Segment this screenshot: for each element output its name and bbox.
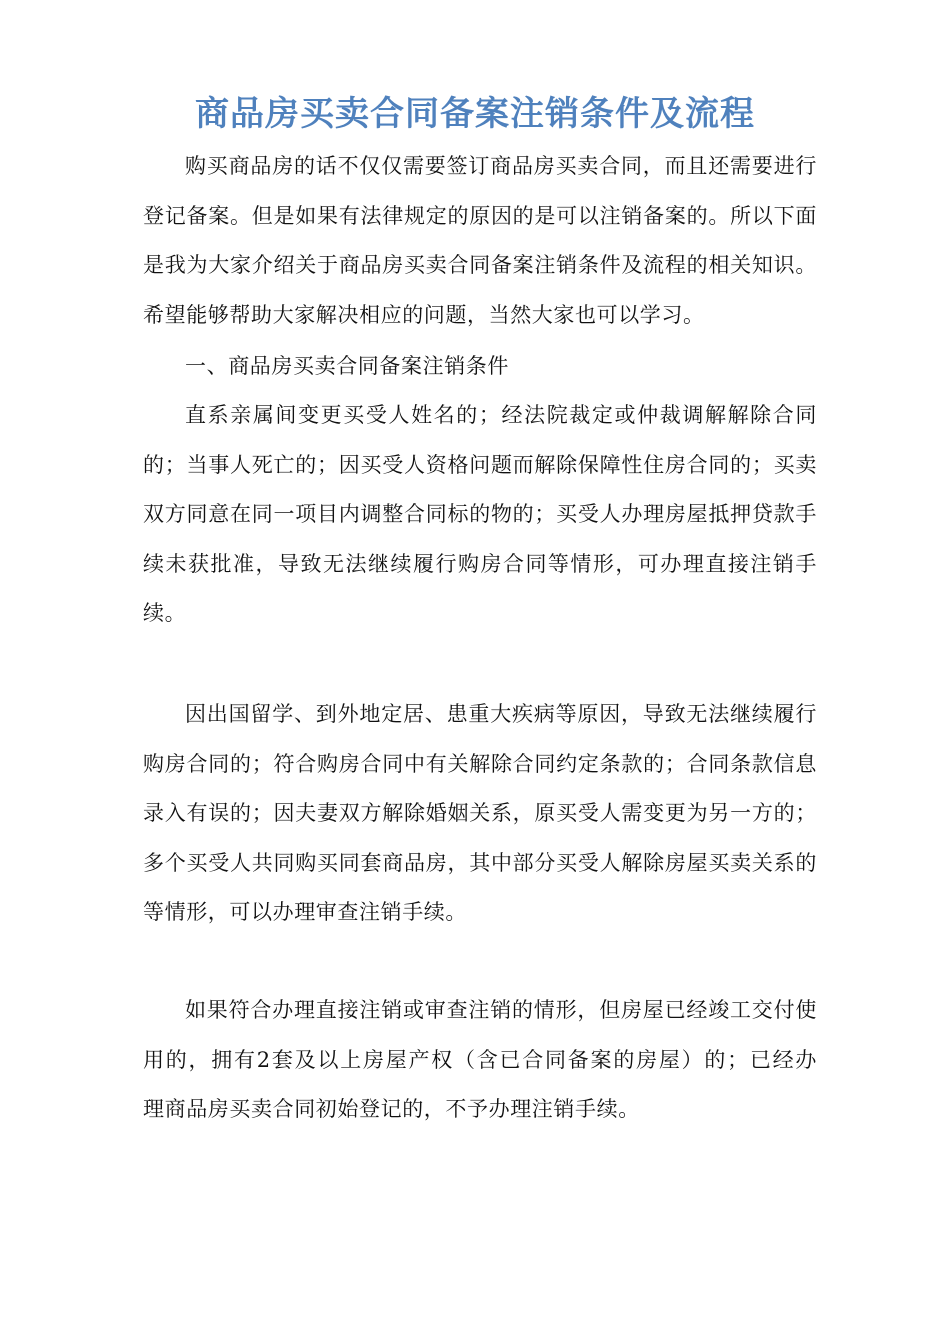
paragraph-direct-cancellation: 直系亲属间变更买受人姓名的；经法院裁定或仲裁调解解除合同的；当事人死亡的；因买受人资格问题而解除保障性住房合同的；买卖双方同意在同一项目内调整合同标的物的；买受人办理房屋抵押贷款手续未获批准，导致无法继续履行购房合同等情形，可办理直接注销手续。 [143,403,817,625]
paragraph-review-cancellation: 因出国留学、到外地定居、患重大疾病等原因，导致无法继续履行购房合同的；符合购房合同中有关解除合同约定条款的；合同条款信息录入有误的；因夫妻双方解除婚姻关系，原买受人需变更为另一方的；多个买受人共同购买同套商品房，其中部分买受人解除房屋买卖关系的等情形，可以办理审查注销手续。 [143,702,817,924]
paragraph-not-allowed: 如果符合办理直接注销或审查注销的情形，但房屋已经竣工交付使用的，拥有2套及以上房屋产权（含已合同备案的房屋）的；已经办 理商品房买卖合同初始登记的，不予办理注销手续。 [143,998,839,1121]
document-title: 商品房买卖合同备案注销条件及流程 [195,94,755,134]
paragraph-intro: 购买商品房的话不仅仅需要签订商品房买卖合同，而且还需要进行登记备案。但是如果有法律规定的原因的是可以注销备案的。所以下面是我为大家介绍关于商品房买卖合同备案注销条件及流程的相关知识。希望能够帮助大家解决相应的问题，当然大家也可以学习。 [143,154,817,327]
section-heading-conditions: 一、商品房买卖合同备案注销条件 [185,354,509,378]
